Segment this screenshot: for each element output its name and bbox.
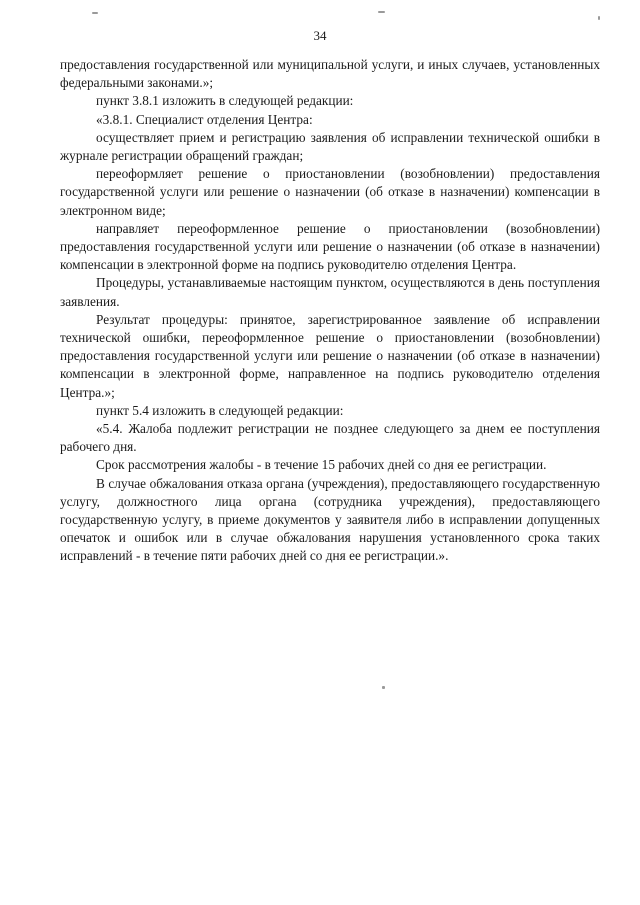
- paragraph-reissue-decision: переоформляет решение о приостановлении (возобновлении) предоставления государственной услуги или решение о назначении (об отказе в назначении) компенсации в электронном виде;: [60, 166, 600, 218]
- scan-speck: [378, 11, 385, 13]
- document-body: [60, 56, 600, 566]
- scan-speck: [382, 686, 385, 689]
- paragraph-appeal-term: В случае обжалования отказа органа (учреждения), предоставляющего государственную услугу, должностного лица органа (сотрудника учреждения), предоставляющего государственную услугу, в приеме документов у заявителя либо в исправлении допущенных опечаток и ошибок или в случае обжалования нарушения установленного срока таких исправлений - в течение пяти рабочих дней со дня ее регистрации.».: [60, 475, 600, 564]
- paragraph-3-8-1-heading: «3.8.1. Специалист отделения Центра:: [96, 111, 313, 127]
- paragraph-amend-3-8-1: пункт 3.8.1 изложить в следующей редакции:: [96, 93, 354, 109]
- paragraph-continuation: предоставления государственной или муниципальной услуги, и иных случаев, установленных федеральными законами.»;: [60, 57, 600, 91]
- paragraph-procedure-result: Результат процедуры: принятое, зарегистрированное заявление об исправлении технической ошибки, переоформленное решение о приостановлении (возобновлении) предоставления государственной услуги или решение о назначении (об отказе в назначении) компенсации в электронной форме, направленное на подпись руководителю отделения Центра.»;: [60, 311, 600, 400]
- paragraph-review-term: Срок рассмотрения жалобы - в течение 15 рабочих дней со дня ее регистрации.: [96, 457, 547, 473]
- page-number: 34: [313, 28, 327, 43]
- scan-speck: [598, 16, 600, 20]
- scan-speck: [92, 12, 98, 14]
- paragraph-5-4-complaint: «5.4. Жалоба подлежит регистрации не позднее следующего за днем ее поступления рабочего дня.: [60, 421, 600, 455]
- paragraph-procedure-timing: Процедуры, устанавливаемые настоящим пунктом, осуществляются в день поступления заявления.: [60, 275, 600, 309]
- paragraph-send-for-signature: направляет переоформленное решение о приостановлении (возобновлении) предоставления государственной услуги или решение о назначении (об отказе в назначении) компенсации в электронной форме на подпись руководителю отделения Центра.: [60, 220, 600, 273]
- paragraph-registration: осуществляет прием и регистрацию заявления об исправлении технической ошибки в журнале регистрации обращений граждан;: [60, 129, 600, 164]
- paragraph-amend-5-4: пункт 5.4 изложить в следующей редакции:: [96, 402, 344, 418]
